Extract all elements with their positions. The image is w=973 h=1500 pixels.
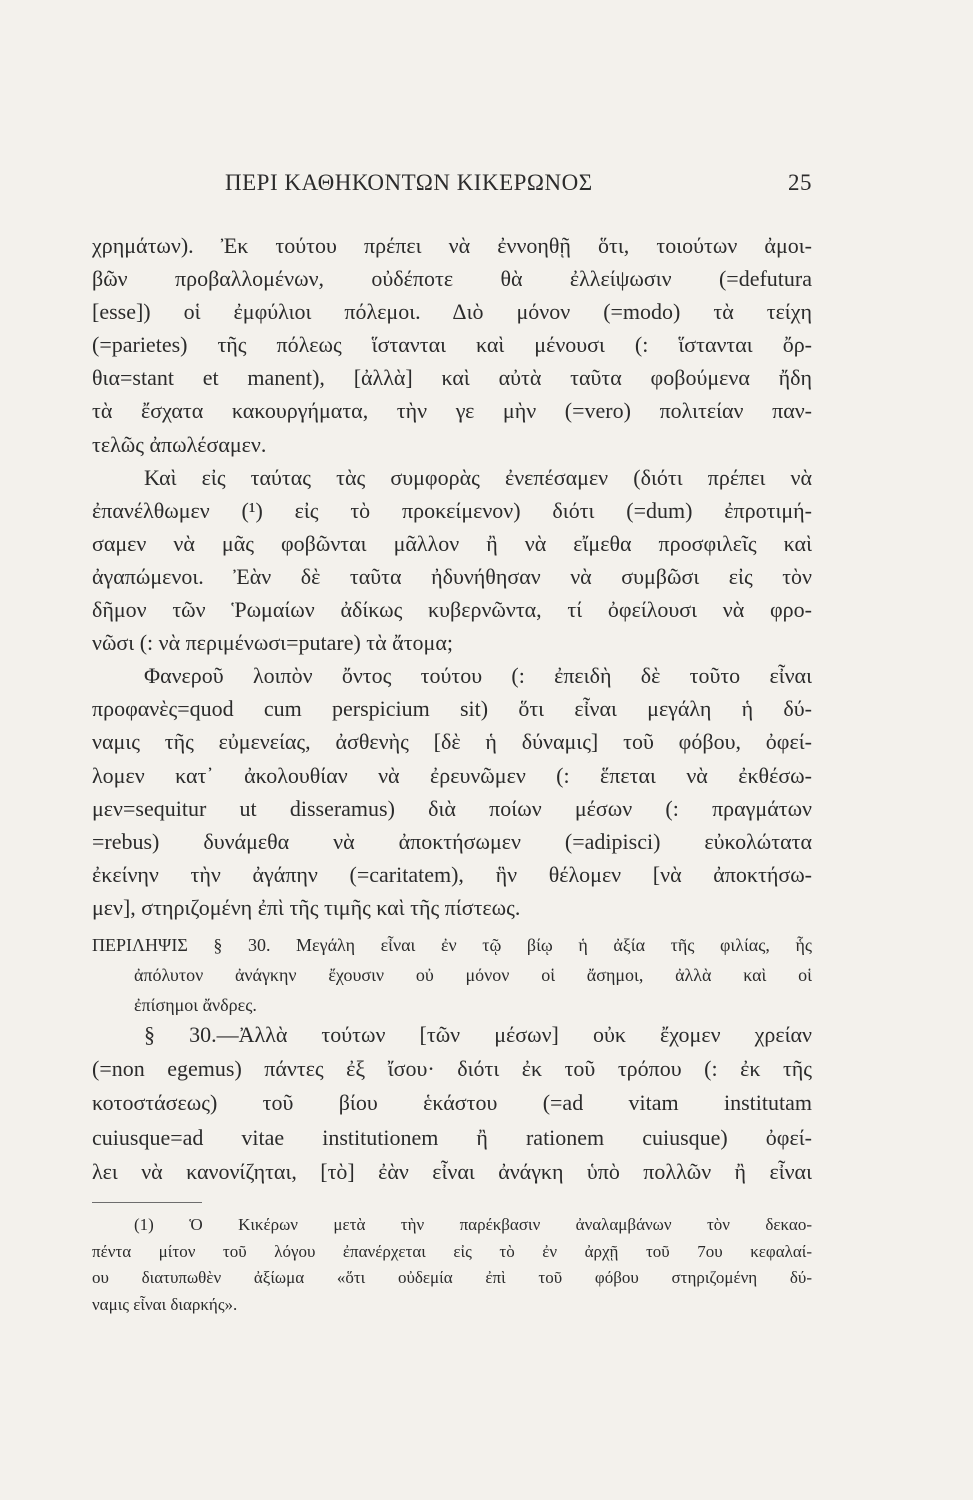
text-line: =rebus) δυνάμεθα νὰ ἀποκτήσωμεν (=adipisci) εὐκολώτατα	[92, 828, 812, 854]
text-line: [esse]) οἱ ἐμφύλιοι πόλεμοι. Διὸ μόνον (=modo) τὰ τείχη	[92, 299, 812, 325]
footnote-line: πέντα μίτον τοῦ λόγου ἐπανέρχεται εἰς τὸ ἐν ἀρχῇ τοῦ 7ου κεφαλαί-	[92, 1241, 812, 1261]
text-line: Καὶ εἰς ταύτας τὰς συμφορὰς ἐνεπέσαμεν (διότι πρέπει νὰ	[144, 464, 812, 490]
text-line: δῆμον τῶν Ῥωμαίων ἀδίκως κυβερνῶντα, τί ὀφείλουσι νὰ φρο-	[92, 597, 812, 623]
text-line: σαμεν νὰ μᾶς φοβῶνται μᾶλλον ἢ νὰ εἴμεθα προσφιλεῖς καὶ	[92, 530, 812, 556]
summary-line: ἀπόλυτον ἀνάγκην ἔχουσιν οὐ μόνον οἱ ἄσημοι, ἀλλὰ καὶ οἱ	[134, 965, 812, 985]
footnote-line: (1) Ὁ Κικέρων μετὰ τὴν παρέκβασιν ἀναλαμβάνων τὸν δεκαο-	[134, 1215, 812, 1234]
text-line: ἐκείνην τὴν ἀγάπην (=caritatem), ἣν θέλομεν [νὰ ἀποκτήσω-	[92, 861, 812, 887]
summary-line: ΠΕΡΙΛΗΨΙΣ § 30. Μεγάλη εἶναι ἐν τῷ βίῳ ἡ ἀξία τῆς φιλίας, ἧς	[92, 935, 812, 955]
footnote-line: ναμις εἶναι διαρκής».	[92, 1294, 238, 1314]
footnote-line: ου διατυπωθὲν ἀξίωμα «ὅτι οὐδεμία ἐπὶ τοῦ φόβου στηριζομένη δύ-	[92, 1268, 812, 1287]
section-summary	[92, 930, 812, 1020]
text-line: ἀγαπώμενοι. Ἐὰν δὲ ταῦτα ἠδυνήθησαν νὰ συμβῶσι εἰς τὸν	[92, 563, 812, 589]
text-line: ναμις τῆς εὐμενείας, ἀσθενὴς [δὲ ἡ δύναμις] τοῦ φόβου, ὀφεί-	[92, 729, 812, 755]
text-line: μεν=sequitur ut disseramus) διὰ ποίων μέσων (: πραγμάτων	[92, 795, 812, 821]
running-header	[92, 170, 812, 210]
text-line: μεν], στηριζομένη ἐπὶ τῆς τιμῆς καὶ τῆς πίστεως.	[92, 894, 521, 920]
text-line: (=parietes) τῆς πόλεως ἵστανται καὶ μένουσι (: ἵστανται ὄρ-	[92, 332, 812, 358]
text-line: τελῶς ἀπωλέσαμεν.	[92, 431, 267, 457]
text-line: βῶν προβαλλομένων, οὐδέποτε θὰ ἐλλείψωσιν (=defutura	[92, 266, 812, 292]
text-line: λει νὰ κανονίζηται, [τὸ] ἐὰν εἶναι ἀνάγκη ὑπὸ πολλῶν ἢ εἶναι	[92, 1158, 812, 1184]
footnote	[92, 1212, 812, 1318]
text-line: (=non egemus) πάντες ἐξ ἴσου· διότι ἐκ τοῦ τρόπου (: ἐκ τῆς	[92, 1056, 812, 1082]
text-line: λομεν κατ᾿ ἀκολουθίαν νὰ ἐρευνῶμεν (: ἕπεται νὰ ἐκθέσω-	[92, 762, 812, 788]
text-line: θια=stant et manent), [ἀλλὰ] καὶ αὐτὰ ταῦτα φοβούμενα ἤδη	[92, 365, 812, 391]
page-number: 25	[788, 170, 812, 195]
text-line: τὰ ἔσχατα κακουργήματα, τὴν γε μὴν (=vero) πολιτείαν παν-	[92, 398, 812, 424]
text-line: § 30.—Ἀλλὰ τούτων [τῶν μέσων] οὐκ ἔχομεν χρείαν	[144, 1022, 812, 1047]
footnote-divider	[92, 1202, 202, 1203]
text-line: ἐπανέλθωμεν (¹) εἰς τὸ προκείμενον) διότι (=dum) ἐπροτιμή-	[92, 497, 812, 523]
text-line: cuiusque=ad vitae institutionem ἢ rationem cuiusque) ὀφεί-	[92, 1124, 812, 1150]
text-line: κοτοστάσεως) τοῦ βίου ἑκάστου (=ad vitam institutam	[92, 1090, 812, 1116]
section-30-text	[92, 1018, 812, 1189]
text-line: Φανεροῦ λοιπὸν ὄντος τούτου (: ἐπειδὴ δὲ τοῦτο εἶναι	[144, 663, 812, 689]
text-line: χρημάτων). Ἐκ τούτου πρέπει νὰ ἐννοηθῇ ὅτι, τοιούτων ἀμοι-	[92, 233, 812, 258]
text-line: προφανὲς=quod cum perspicium sit) ὅτι εἶναι μεγάλη ἡ δύ-	[92, 696, 812, 722]
text-line: νῶσι (: νὰ περιμένωσι=putare) τὰ ἄτομα;	[92, 630, 453, 656]
summary-line: ἐπίσημοι ἄνδρες.	[134, 995, 257, 1015]
running-title: ΠΕΡΙ ΚΑΘΗΚΟΝΤΩΝ ΚΙΚΕΡΩΝΟΣ	[225, 170, 593, 195]
main-text	[92, 229, 812, 924]
